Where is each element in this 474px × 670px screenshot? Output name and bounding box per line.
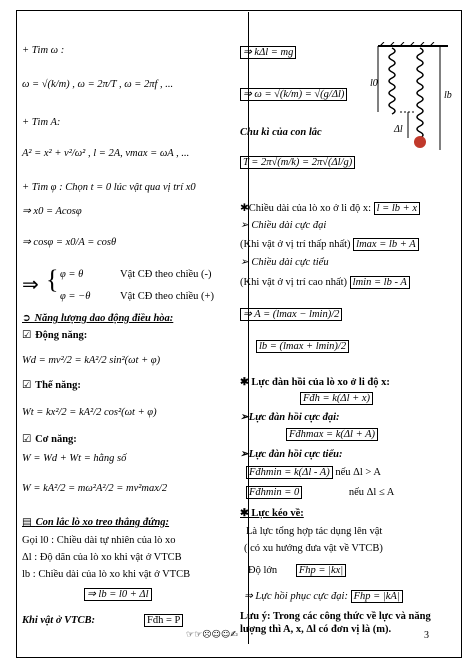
phi-case-1-note: Vật CĐ theo chiều (-) (120, 269, 212, 280)
elastic-formula: Fđh = k(Δl + x) (300, 392, 373, 405)
potential-formula: Wt = kx²/2 = kA²/2 cos²(ωt + φ) (22, 407, 157, 418)
pull-max-row: ⇒ Lực hồi phục cực đại: Fhp = |kA| (244, 590, 403, 603)
elastic-min-row-1: Fđhmin = k(Δl - A) nếu Δl > A (246, 466, 381, 479)
kinetic-formula: Wd = mv²/2 = kA²/2 sin²(ωt + φ) (22, 355, 161, 366)
lb-from-l: lb = (lmax + lmin)/2 (256, 340, 349, 353)
vtcb-label: Khi vật ở VTCB: (22, 615, 96, 626)
elastic-max-title: ➢Lực đàn hồi cực đại: (240, 412, 340, 423)
pull-mag-row: Độ lớn Fhp = |kx| (248, 564, 346, 577)
mech-title: ☑ Cơ năng: (22, 433, 77, 445)
arrow-bullet-icon: ➲ (22, 312, 35, 324)
phi-case-2: φ = −θ (60, 291, 91, 302)
vertical-title: ▤ Con lắc lò xo treo thẳng đứng: (22, 516, 170, 528)
pull-desc-2: ( có xu hướng đưa vật về VTCB) (244, 543, 383, 554)
lmax-title: ➢ Chiều dài cực đại (240, 220, 327, 231)
spring-diagram (370, 42, 455, 162)
omega-g-formula: ⇒ ω = √(k/m) = √(g/Δl) (240, 88, 347, 101)
lb-formula: ⇒ lb = l0 + Δl (84, 588, 152, 601)
potential-title: ☑ Thế năng: (22, 379, 81, 391)
page-number: 3 (424, 630, 429, 641)
elastic-max-formula: Fđhmax = k(Δl + A) (286, 428, 378, 441)
cos-formula: ⇒ cosφ = x0/A = cosθ (22, 237, 117, 248)
book-icon: ▤ (22, 516, 36, 528)
tim-a: + Tìm A: (22, 117, 61, 128)
diagram-dl-label: Δl (394, 124, 403, 135)
phi-case-2-note: Vật CĐ theo chiều (+) (120, 291, 214, 302)
period-formula: T = 2π√(m/k) = 2π√(Δl/g) (240, 156, 355, 169)
units-note: Lưu ý: Trong các công thức về lực và năng lượng thì A, x, Δl có đơn vị là (m). (240, 611, 431, 636)
mech-formula-2: W = kA²/2 = mω²A²/2 = mv²max/2 (22, 483, 168, 494)
diagram-lb-label: lb (444, 90, 452, 101)
omega-formula: ω = √(k/m) , ω = 2π/T , ω = 2πf , ... (22, 79, 174, 90)
diagram-l0-label: l0 (370, 78, 378, 89)
lb-def: lb : Chiều dài của lò xo khi vật ở VTCB (22, 569, 191, 580)
elastic-min-row-2: Fđhmin = 0 nếu Δl ≤ A (246, 486, 394, 499)
checkbox-icon: ☑ (22, 379, 36, 391)
period-title: Chu kì của con lắc (240, 127, 322, 138)
checkbox-icon: ☑ (22, 329, 36, 341)
x0-formula: ⇒ x0 = Acosφ (22, 206, 82, 217)
vtcb-formula: Fđh = P (144, 614, 183, 627)
phi-case-1: φ = θ (60, 269, 84, 280)
a-formula: A² = x² + v²/ω² , l = 2A, vmax = ωA , ... (22, 148, 190, 159)
lmin-title: ➢ Chiều dài cực tiểu (240, 257, 329, 268)
kdl-formula: ⇒ kΔl = mg (240, 46, 296, 59)
lmin-row: (Khi vật ở vị trí cao nhất) lmin = lb - A (240, 276, 410, 289)
checkbox-icon: ☑ (22, 433, 36, 445)
l0-def: Gọi l0 : Chiều dài tự nhiên của lò xo (22, 535, 176, 546)
tim-omega: + Tìm ω : (22, 45, 65, 56)
pull-desc-1: Là lực tổng hợp tác dụng lên vật (246, 526, 383, 537)
mech-formula-1: W = Wd + Wt = hằng số (22, 453, 127, 464)
footer-icons: ☞☞☹☺☺✍ (186, 630, 238, 640)
elastic-min-title: ➢Lực đàn hồi cực tiểu: (240, 449, 343, 460)
dl-def: Δl : Độ dãn của lò xo khi vật ở VTCB (22, 552, 182, 563)
a-from-l: ⇒ A = (lmax − lmin)/2 (240, 308, 342, 321)
lmax-row: (Khi vật ở vị trí thấp nhất) lmax = lb + A (240, 238, 419, 251)
brace-icon: { (46, 265, 59, 294)
implies-icon: ⇒ (22, 272, 39, 296)
pull-title: ✱ Lực kéo về: (240, 508, 304, 519)
energy-title: ➲ Năng lượng dao động điều hòa: (22, 312, 174, 324)
elastic-title: ✱ Lực đàn hồi của lò xo ở li độ x: (240, 377, 390, 388)
kinetic-title: ☑ Động năng: (22, 329, 88, 341)
length-at-x: ✱Chiều dài của lò xo ở li độ x: l = lb + x (240, 202, 420, 215)
tim-phi: + Tìm φ : Chọn t = 0 lúc vật qua vị trí x0 (22, 182, 196, 193)
